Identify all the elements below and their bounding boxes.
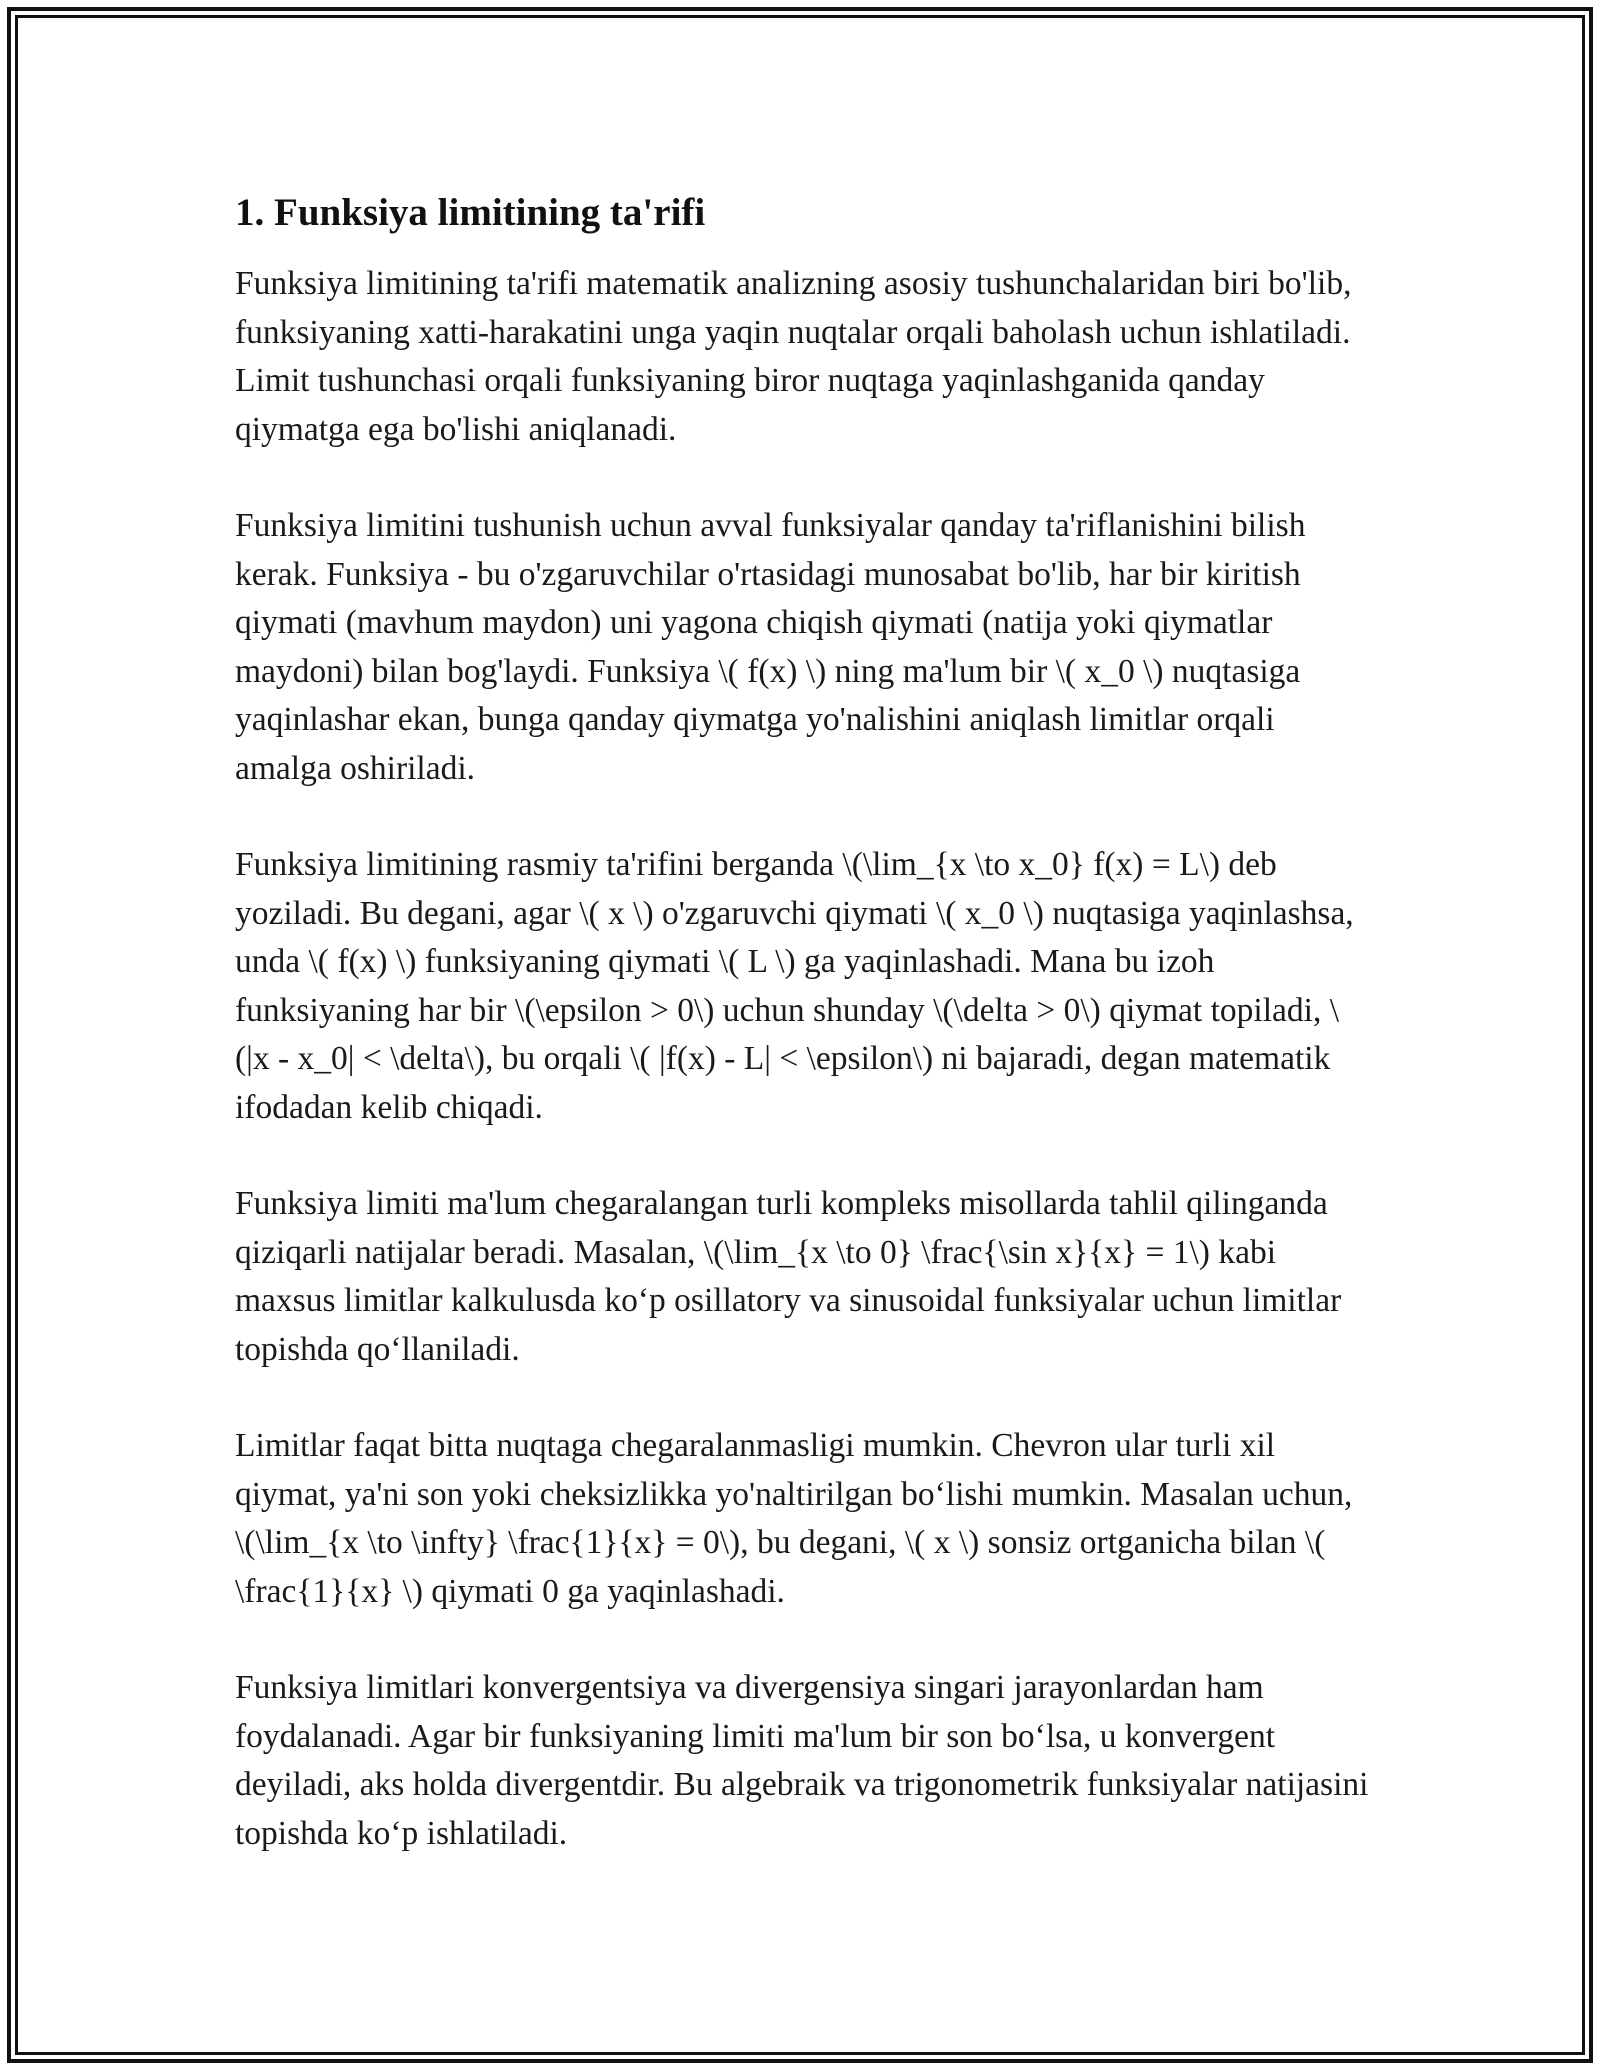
paragraph-infinite-limits: Limitlar faqat bitta nuqtaga chegaralanmasligi mumkin. Chevron ular turli xil qiymat, ya'ni son yoki cheksizlikka yo'naltirilgan bo‘lishi mumkin. Masalan uchun, \(\lim_{x \to \infty} \frac{1}{x} = 0\), bu degani, \( x \) sonsiz ortganicha bilan \( \frac{1}{x} \) qiymati 0 ga yaqinlashadi. — [235, 1427, 1353, 1610]
paragraph-formal-definition: Funksiya limitining rasmiy ta'rifini berganda \(\lim_{x \to x_0} f(x) = L\) deb yoziladi. Bu degani, agar \( x \) o'zgaruvchi qiymati \( x_0 \) nuqtasiga yaqinlashsa, unda \( f(x) \) funksiyaning qiymati \( L \) ga yaqinlashadi. Mana bu izoh funksiyaning har bir \(\epsilon > 0\) uchun shunday \(\delta > 0\) qiymat topiladi, \(|x - x_0| < \delta\), bu orqali \( |f(x) - L| < \epsilon\) ni bajaradi, degan matematik ifodadan kelib chiqadi. — [235, 846, 1354, 1126]
paragraph-special-limits: Funksiya limiti ma'lum chegaralangan turli kompleks misollarda tahlil qilinganda qiziqarli natijalar beradi. Masalan, \(\lim_{x \to 0} \frac{\sin x}{x} = 1\) kabi maxsus limitlar kalkulusda ko‘p osillatory va sinusoidal funksiyalar uchun limitlar topishda qo‘llaniladi. — [235, 1185, 1342, 1368]
section-heading: 1. Funksiya limitining ta'rifi — [235, 191, 706, 234]
document-body — [235, 186, 1370, 1906]
paragraph-definition-intro: Funksiya limitining ta'rifi matematik analizning asosiy tushunchalaridan biri bo'lib, funksiyaning xatti-harakatini unga yaqin nuqtalar orqali baholash uchun ishlatiladi. Limit tushunchasi orqali funksiyaning biror nuqtaga yaqinlashganida qanday qiymatga ega bo'lishi aniqlanadi. — [235, 265, 1352, 448]
paragraph-convergence: Funksiya limitlari konvergentsiya va divergensiya singari jarayonlardan ham foydalanadi. Agar bir funksiyaning limiti ma'lum bir son bo‘lsa, u konvergent deyiladi, aks holda divergentdir. Bu algebraik va trigonometrik funksiyalar natijasini topishda ko‘p ishlatiladi. — [235, 1669, 1369, 1852]
paragraph-function-concept: Funksiya limitini tushunish uchun avval funksiyalar qanday ta'riflanishini bilish kerak. Funksiya - bu o'zgaruvchilar o'rtasidagi munosabat bo'lib, har bir kiritish qiymati (mavhum maydon) uni yagona chiqish qiymati (natija yoki qiymatlar maydoni) bilan bog'laydi. Funksiya \( f(x) \) ning ma'lum bir \( x_0 \) nuqtasiga yaqinlashar ekan, bunga qanday qiymatga yo'nalishini aniqlash limitlar orqali amalga oshiriladi. — [235, 507, 1306, 787]
